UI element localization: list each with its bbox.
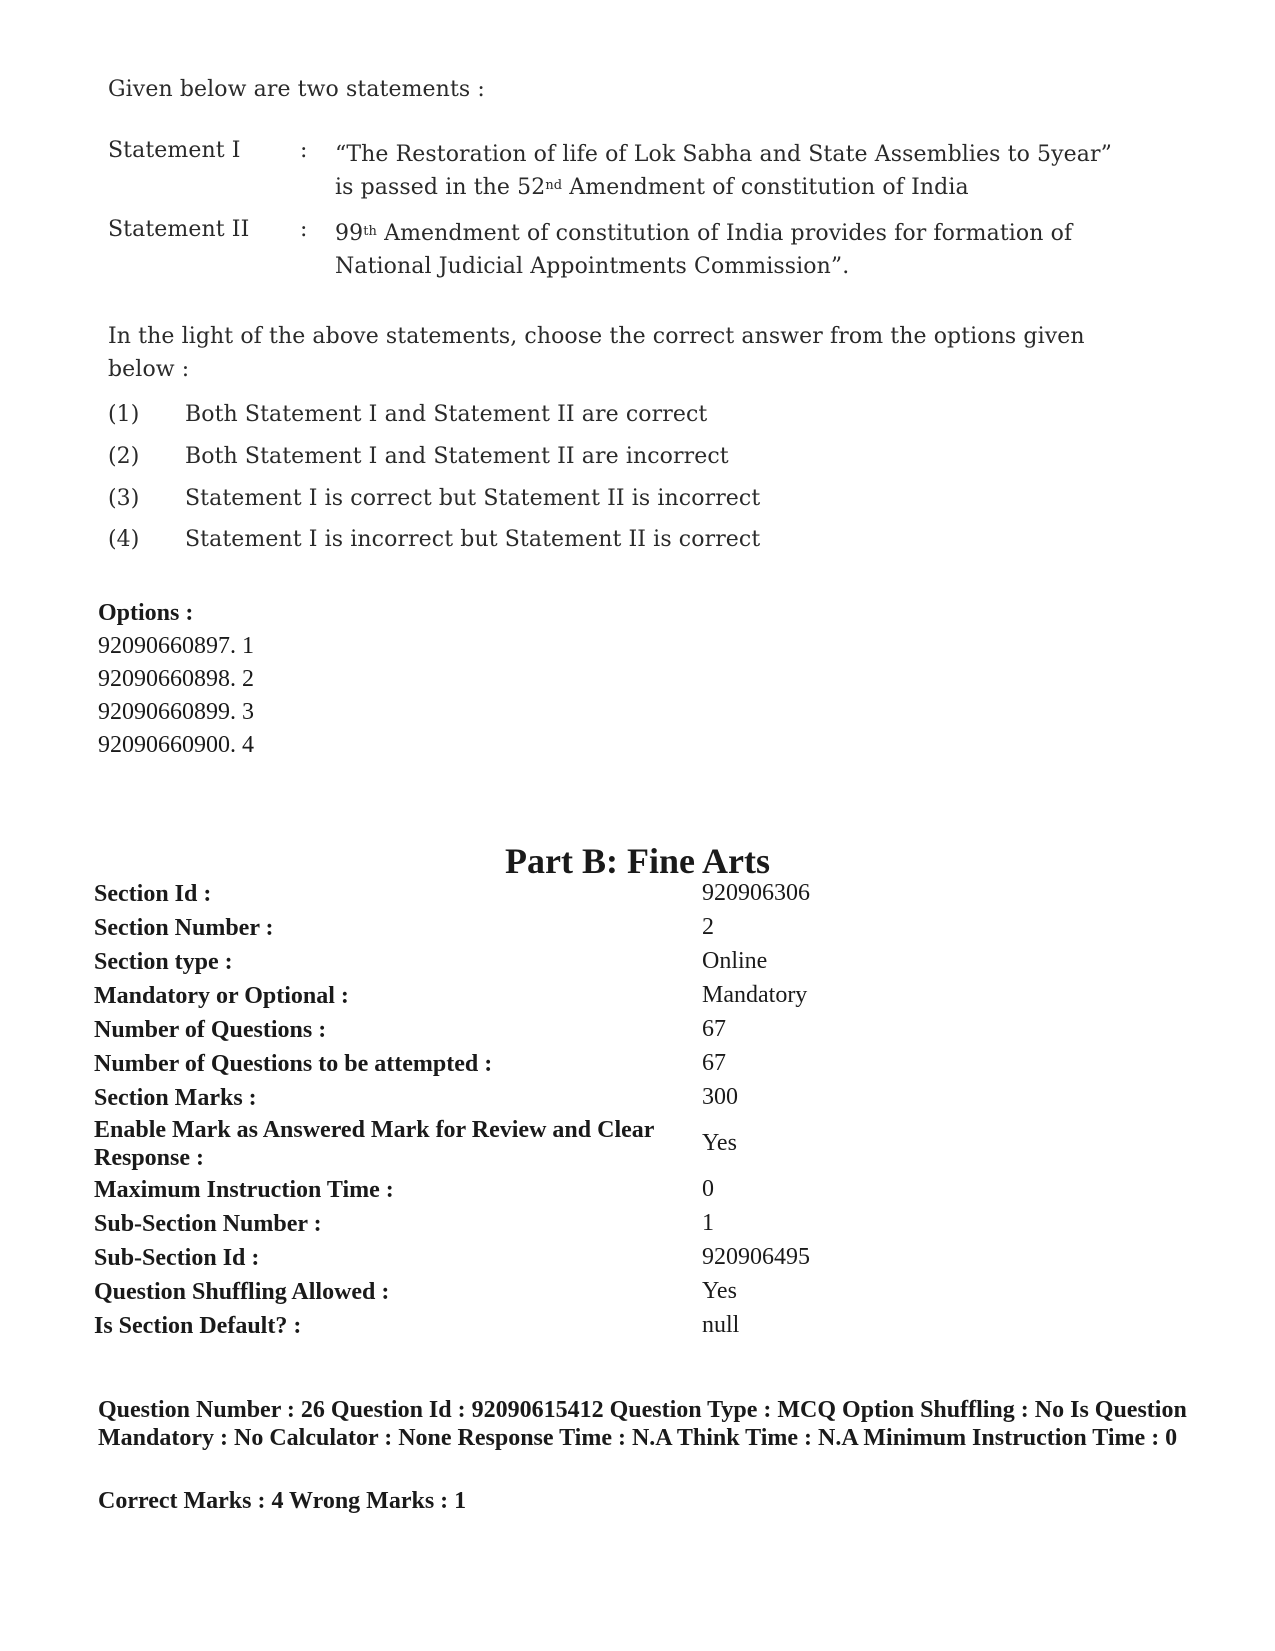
section-info-value: 2 — [702, 914, 714, 940]
statement-label: Statement I — [108, 138, 241, 163]
section-info-value: 920906495 — [702, 1244, 810, 1270]
statement-text: “The Restoration of life of Lok Sabha and State Assemblies to 5year” is passed in the 52nd Amendment of constitution of India — [335, 142, 1112, 200]
section-info-key: Is Section Default? : — [94, 1313, 302, 1339]
section-info-value: 920906306 — [702, 880, 810, 906]
option-item: 92090660897. 1 — [98, 633, 254, 659]
question-metadata: Question Number : 26 Question Id : 92090615412 Question Type : MCQ Option Shuffling : No Is Question Mandatory : No Calculator : None Response Time : N.A Think Time : N.A Minimum Instruction Time : 0 — [98, 1397, 1187, 1451]
question-prompt: In the light of the above statements, choose the correct answer from the options given below : — [108, 324, 1085, 382]
statement-text: 99th Amendment of constitution of India provides for formation of National Judicial Appointments Commission”. — [335, 221, 1073, 279]
section-info-key: Mandatory or Optional : — [94, 983, 349, 1009]
statement-colon: : — [300, 217, 308, 242]
section-info-key: Sub-Section Id : — [94, 1245, 260, 1271]
section-info-value: 67 — [702, 1050, 726, 1076]
section-info-value: Mandatory — [702, 982, 808, 1008]
options-heading: Options : — [98, 600, 194, 626]
question-intro: Given below are two statements : — [108, 77, 485, 102]
section-info-key: Section Id : — [94, 881, 212, 907]
section-info-value: 67 — [702, 1016, 726, 1042]
statement-label: Statement II — [108, 217, 250, 242]
section-info-key: Enable Mark as Answered Mark for Review and Clear Response : — [94, 1117, 654, 1171]
section-info-key: Number of Questions : — [94, 1017, 327, 1043]
section-info-value: 300 — [702, 1084, 738, 1110]
section-info-value: null — [702, 1312, 740, 1338]
section-info-key: Section Marks : — [94, 1085, 257, 1111]
option-item: 92090660899. 3 — [98, 699, 254, 725]
section-info-key: Question Shuffling Allowed : — [94, 1279, 390, 1305]
section-info-key: Section type : — [94, 949, 233, 975]
option-item: 92090660898. 2 — [98, 666, 254, 692]
section-info-key: Sub-Section Number : — [94, 1211, 322, 1237]
question-marks: Correct Marks : 4 Wrong Marks : 1 — [98, 1488, 467, 1514]
section-info-value: Online — [702, 948, 768, 974]
section-info-value: Yes — [702, 1278, 737, 1304]
part-title: Part B: Fine Arts — [505, 841, 770, 881]
section-info-value: Yes — [702, 1130, 737, 1156]
section-info-value: 1 — [702, 1210, 714, 1236]
section-info-key: Maximum Instruction Time : — [94, 1177, 394, 1203]
section-info-key: Number of Questions to be attempted : — [94, 1051, 493, 1077]
section-info-value: 0 — [702, 1176, 714, 1202]
section-info-key: Section Number : — [94, 915, 274, 941]
option-item: 92090660900. 4 — [98, 732, 254, 758]
statement-colon: : — [300, 138, 308, 163]
